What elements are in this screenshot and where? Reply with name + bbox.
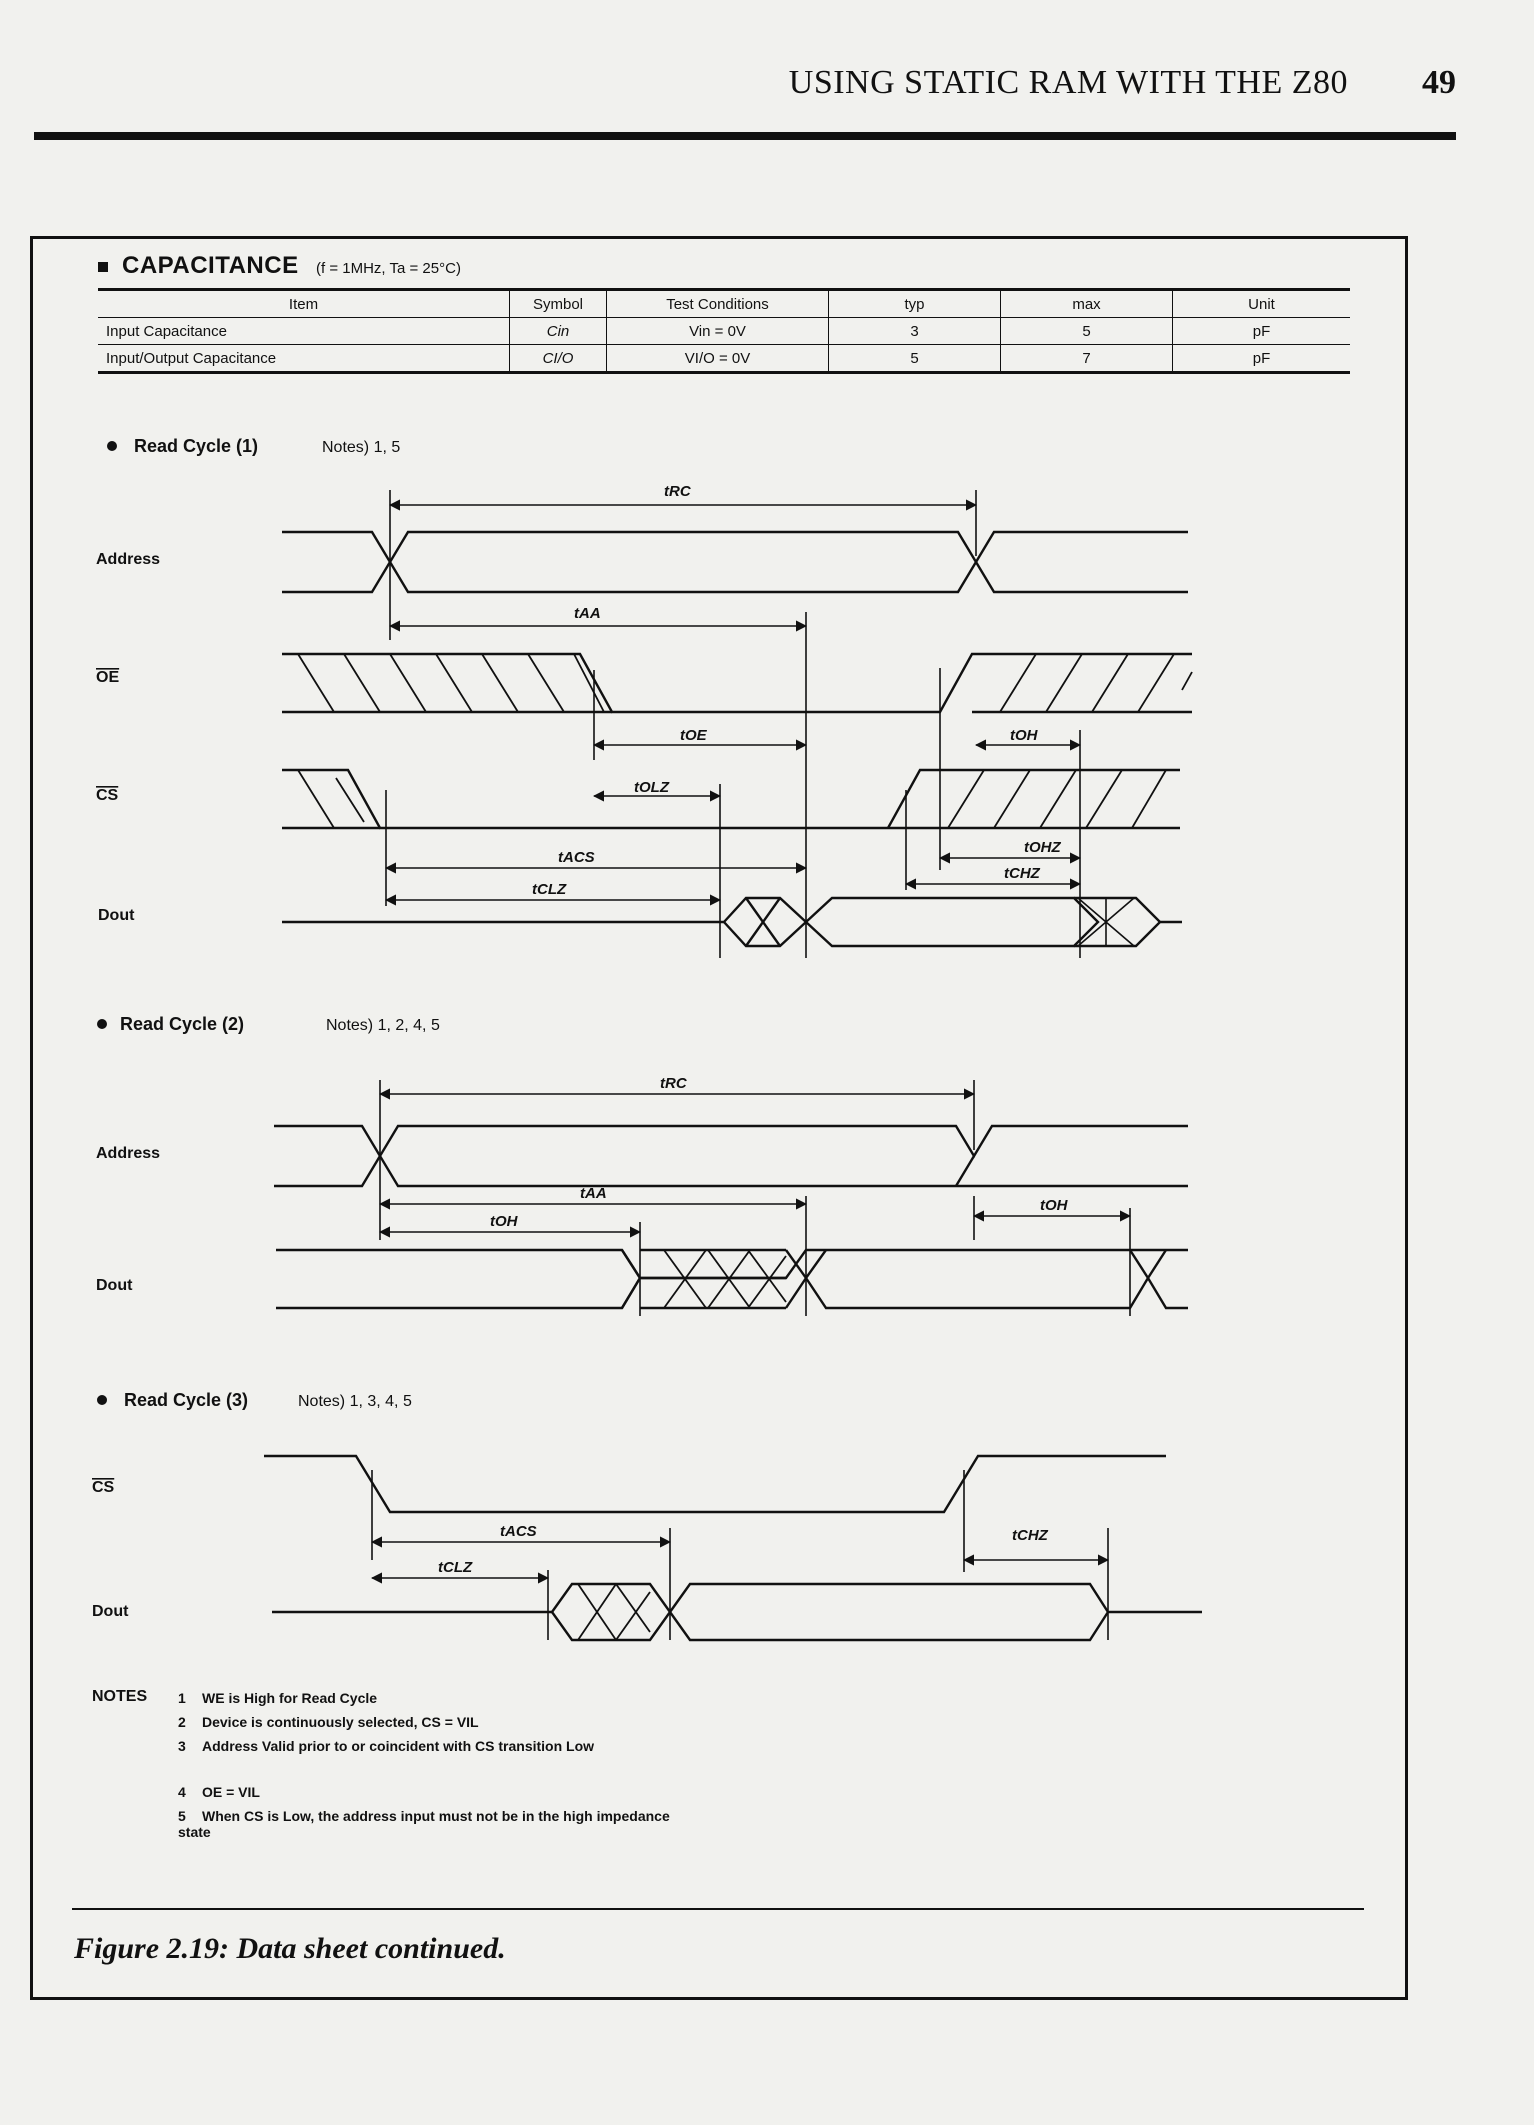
read-cycle-2-title: Read Cycle (2): [120, 1014, 245, 1034]
signal-label-dout: Dout: [98, 907, 135, 924]
signal-label-cs: CS: [96, 787, 119, 804]
note-item: [178, 1808, 698, 1840]
timing-label: tAA: [574, 605, 601, 622]
table-cell: pF: [1173, 345, 1351, 373]
table-cell: 3: [829, 318, 1001, 345]
table-cell: 5: [1001, 318, 1173, 345]
col-item: Item: [98, 290, 510, 318]
read-cycle-1-notes: Notes) 1, 5: [322, 439, 401, 456]
read-cycle-3-notes: Notes) 1, 3, 4, 5: [298, 1393, 412, 1410]
signal-label-dout: Dout: [96, 1277, 133, 1294]
note-text: OE = VIL: [202, 1784, 260, 1800]
signal-label-address: Address: [96, 551, 161, 568]
figure-caption: Figure 2.19: Data sheet continued.: [74, 1932, 506, 1965]
timing-label: tOH: [1040, 1197, 1068, 1214]
read-cycle-1-title: Read Cycle (1): [134, 436, 259, 456]
caption-rule: [72, 1908, 1364, 1910]
note-item: [178, 1690, 377, 1706]
note-text: Address Valid prior to or coincident with CS transition Low: [202, 1738, 595, 1754]
note-item: [178, 1738, 698, 1754]
timing-label: tCHZ: [1012, 1527, 1048, 1544]
note-number: 2: [178, 1714, 186, 1730]
timing-label: tOH: [490, 1213, 518, 1230]
timing-label: tACS: [558, 849, 595, 866]
note-text: WE is High for Read Cycle: [202, 1690, 378, 1706]
note-number: 4: [178, 1784, 186, 1800]
page-number: 49: [1422, 64, 1456, 101]
page-header-title: USING STATIC RAM WITH THE Z80: [788, 64, 1348, 101]
capacitance-title-text: CAPACITANCE: [122, 252, 299, 279]
table-cell: VI/O = 0V: [607, 345, 829, 373]
signal-label-dout: Dout: [92, 1603, 129, 1620]
timing-label: tCLZ: [438, 1559, 473, 1576]
table-cell: Input Capacitance: [98, 318, 510, 345]
note-item: [178, 1784, 260, 1800]
table-cell: Cin: [510, 318, 607, 345]
read-cycle-3-title: Read Cycle (3): [124, 1390, 249, 1410]
table-cell: pF: [1173, 318, 1351, 345]
bullet-icon: [97, 1395, 107, 1405]
timing-label: tAA: [580, 1185, 607, 1202]
note-item: [178, 1714, 479, 1730]
timing-label: tACS: [500, 1523, 537, 1540]
capacitance-conditions: (f = 1MHz, Ta = 25°C): [316, 260, 461, 277]
table-cell: 5: [829, 345, 1001, 373]
signal-label-cs: CS: [92, 1479, 115, 1496]
table-cell: CI/O: [510, 345, 607, 373]
notes-heading: NOTES: [92, 1688, 148, 1705]
timing-label: tOH: [1010, 727, 1038, 744]
timing-label: tOE: [680, 727, 707, 744]
col-typ: typ: [829, 290, 1001, 318]
bullet-icon: [97, 1019, 107, 1029]
signal-label-address: Address: [96, 1145, 161, 1162]
col-test-conditions: Test Conditions: [607, 290, 829, 318]
note-text: Device is continuously selected, CS = VIL: [202, 1714, 479, 1730]
note-number: 3: [178, 1738, 186, 1754]
note-number: 5: [178, 1808, 186, 1824]
col-symbol: Symbol: [510, 290, 607, 318]
col-unit: Unit: [1173, 290, 1351, 318]
timing-label: tOHZ: [1024, 839, 1061, 856]
table-cell: Vin = 0V: [607, 318, 829, 345]
note-text: When CS is Low, the address input must not be in the high impedance state: [178, 1808, 670, 1840]
timing-label: tCHZ: [1004, 865, 1040, 882]
note-number: 1: [178, 1690, 186, 1706]
signal-label-oe: OE: [96, 669, 120, 686]
read-cycle-2-notes: Notes) 1, 2, 4, 5: [326, 1017, 440, 1034]
table-cell: 7: [1001, 345, 1173, 373]
timing-label: tRC: [660, 1075, 687, 1092]
table-cell: Input/Output Capacitance: [98, 345, 510, 373]
timing-label: tCLZ: [532, 881, 567, 898]
timing-label: tRC: [664, 483, 691, 500]
timing-label: tOLZ: [634, 779, 669, 796]
col-max: max: [1001, 290, 1173, 318]
bullet-icon: [107, 441, 117, 451]
